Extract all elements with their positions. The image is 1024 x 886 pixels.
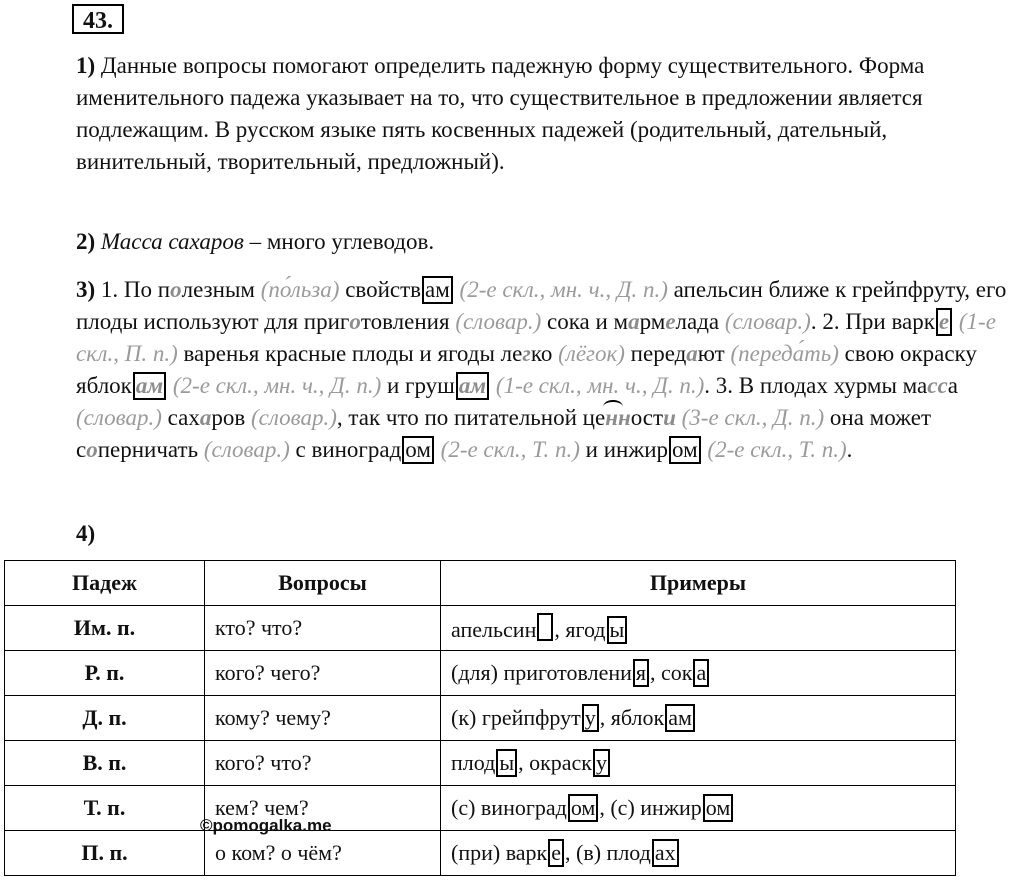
s2-pered: перед xyxy=(624,341,687,366)
part-3-label: 3) xyxy=(76,277,96,302)
s3-sah: сах xyxy=(161,405,200,430)
vowel-highlight: о xyxy=(170,277,182,302)
part-4-label: 4) xyxy=(76,521,96,546)
vowel-highlight: а xyxy=(199,405,212,430)
ending-box: ах xyxy=(652,839,679,867)
note: (лёгок) xyxy=(558,341,625,366)
note: (словар.) xyxy=(203,437,290,462)
ending-box: ам xyxy=(456,372,489,400)
ending-box: у xyxy=(582,704,599,732)
part-1-text: Данные вопросы помогают определить падежную форму существительного. Форма именительного падежа указывает на то, что существительное в предложении является подлежащим. В русском языке пять косвенных падежей (родительный, дательный, винительный, творительный, предложный). xyxy=(76,53,925,174)
s3-pern: перничать xyxy=(97,437,204,462)
note: (переда́ть) xyxy=(730,341,839,366)
part-1-label: 1) xyxy=(76,53,96,78)
paragraph-1 xyxy=(6,50,1024,178)
header-examples: Примеры xyxy=(441,561,956,606)
ending-box: ам xyxy=(665,704,695,732)
note: (2-е скл., мн. ч., Д. п.) xyxy=(167,373,382,398)
s3-inzh: и инжир xyxy=(579,437,669,462)
vowel-highlight: а xyxy=(686,341,698,366)
ending-box: ы xyxy=(607,616,628,644)
note: (1-е скл., мн. ч., Д. п.) xyxy=(490,373,705,398)
question-cell: кого? чего? xyxy=(205,651,441,696)
s1-lad: лада xyxy=(675,309,725,334)
table-row xyxy=(5,786,956,831)
s1-lez: лезным xyxy=(181,277,261,302)
note: (словар.) xyxy=(76,405,162,430)
table-row xyxy=(5,606,956,651)
ending-box: ам xyxy=(422,276,453,304)
example-cell: (для) приготовлени я , сок а xyxy=(441,651,956,696)
watermark: ©pomogalka.me xyxy=(200,816,332,835)
example-cell: (с) виноград ом , (с) инжир ом xyxy=(441,786,956,831)
note: (словар.) xyxy=(724,309,811,334)
note: (словар.) xyxy=(455,309,542,334)
note: (2-е скл., Т. п.) xyxy=(701,437,847,462)
s2-ko: ко xyxy=(530,341,559,366)
part-2-italic: Масса сахаров xyxy=(100,229,244,254)
s3-rov: ров xyxy=(211,405,251,430)
question-cell: о ком? о чём? xyxy=(205,831,441,876)
consonant-highlight: сс xyxy=(927,373,948,398)
ending-box: е xyxy=(936,308,952,336)
question-cell: кем? чем? xyxy=(205,786,441,831)
ending-box: ам xyxy=(133,372,166,400)
vowel-highlight: о xyxy=(86,437,98,462)
table-row xyxy=(5,651,956,696)
s1-rest: апельсин ближе к грейпфруту, его плоды используют для приг xyxy=(76,277,1007,334)
s1-rm: рм xyxy=(639,309,666,334)
consonant-highlight: г xyxy=(522,341,531,366)
s3-vin: с виноград xyxy=(289,437,402,462)
note: (словар.) xyxy=(251,405,337,430)
paragraph-3 xyxy=(6,274,1024,466)
case-cell: Т. п. xyxy=(5,786,205,831)
ending-box: а xyxy=(693,659,709,687)
case-cell: Р. п. xyxy=(5,651,205,696)
case-cell: Д. п. xyxy=(5,696,205,741)
table-header-row xyxy=(5,561,956,606)
ending-box: е xyxy=(548,839,564,867)
example-cell: (при) варк е , (в) плод ах xyxy=(441,831,956,876)
part-2-label: 2) xyxy=(76,229,96,254)
ending-box: у xyxy=(593,749,610,777)
s2-mid: варенья красные плоды и ягоды ле xyxy=(177,341,523,366)
question-cell: кого? что? xyxy=(205,741,441,786)
table-row xyxy=(5,831,956,876)
s2-grush: и груш xyxy=(381,373,455,398)
s2-start: . 2. При варк xyxy=(810,309,935,334)
s3-ost: ост xyxy=(630,405,664,430)
task-number: 43. xyxy=(72,4,124,34)
s3-a: а xyxy=(947,373,958,398)
s2-svoyu: свою окраску яблок xyxy=(76,341,977,398)
s1-word: свойств xyxy=(339,277,422,302)
s1-start: 1. По п xyxy=(100,277,171,302)
vowel-highlight: о xyxy=(349,309,361,334)
note: (3-е скл., Д. п.) xyxy=(675,405,825,430)
vowel-highlight: е xyxy=(665,309,676,334)
header-questions: Вопросы xyxy=(205,561,441,606)
s3-can: она может с xyxy=(76,405,932,462)
ending-box: ом xyxy=(703,794,734,822)
case-cell: П. п. xyxy=(5,831,205,876)
paragraph-2 xyxy=(6,226,1024,258)
ending-box: ом xyxy=(568,794,599,822)
header-case: Падеж xyxy=(5,561,205,606)
question-cell: кому? чему? xyxy=(205,696,441,741)
s2-yut: ют xyxy=(697,341,731,366)
table-row xyxy=(5,696,956,741)
empty-ending-box xyxy=(537,613,553,641)
note: (2-е скл., мн. ч., Д. п.) xyxy=(453,277,668,302)
ending-box: ом xyxy=(402,436,434,464)
part-2-rest: – много углеводов. xyxy=(243,229,435,254)
example-cell: апельсин , ягод ы xyxy=(441,606,956,651)
table-row xyxy=(5,741,956,786)
example-cell: плод ы , окраск у xyxy=(441,741,956,786)
note: (по́льза) xyxy=(260,277,340,302)
s3-end: . xyxy=(846,437,853,462)
example-cell: (к) грейпфрут у , яблок ам xyxy=(441,696,956,741)
ending-box: ы xyxy=(496,749,517,777)
case-cell: В. п. xyxy=(5,741,205,786)
s1-tovl: товления xyxy=(360,309,456,334)
ending-box: ом xyxy=(669,436,701,464)
paragraph-4 xyxy=(6,518,1024,550)
ending-box: я xyxy=(633,659,649,687)
note: (1-е скл., П. п.) xyxy=(76,309,996,366)
note: (2-е скл., Т. п.) xyxy=(434,437,580,462)
case-cell: Им. п. xyxy=(5,606,205,651)
s1-soka: сока и м xyxy=(541,309,629,334)
case-table xyxy=(4,560,956,876)
s3-start: . 3. В плодах хурмы ма xyxy=(704,373,928,398)
question-cell: кто? что? xyxy=(205,606,441,651)
nn-highlight: нн xyxy=(605,402,631,434)
ending-highlight: и xyxy=(663,405,676,430)
s3-mid: , так что по питательной це xyxy=(336,405,606,430)
vowel-highlight: а xyxy=(628,309,640,334)
